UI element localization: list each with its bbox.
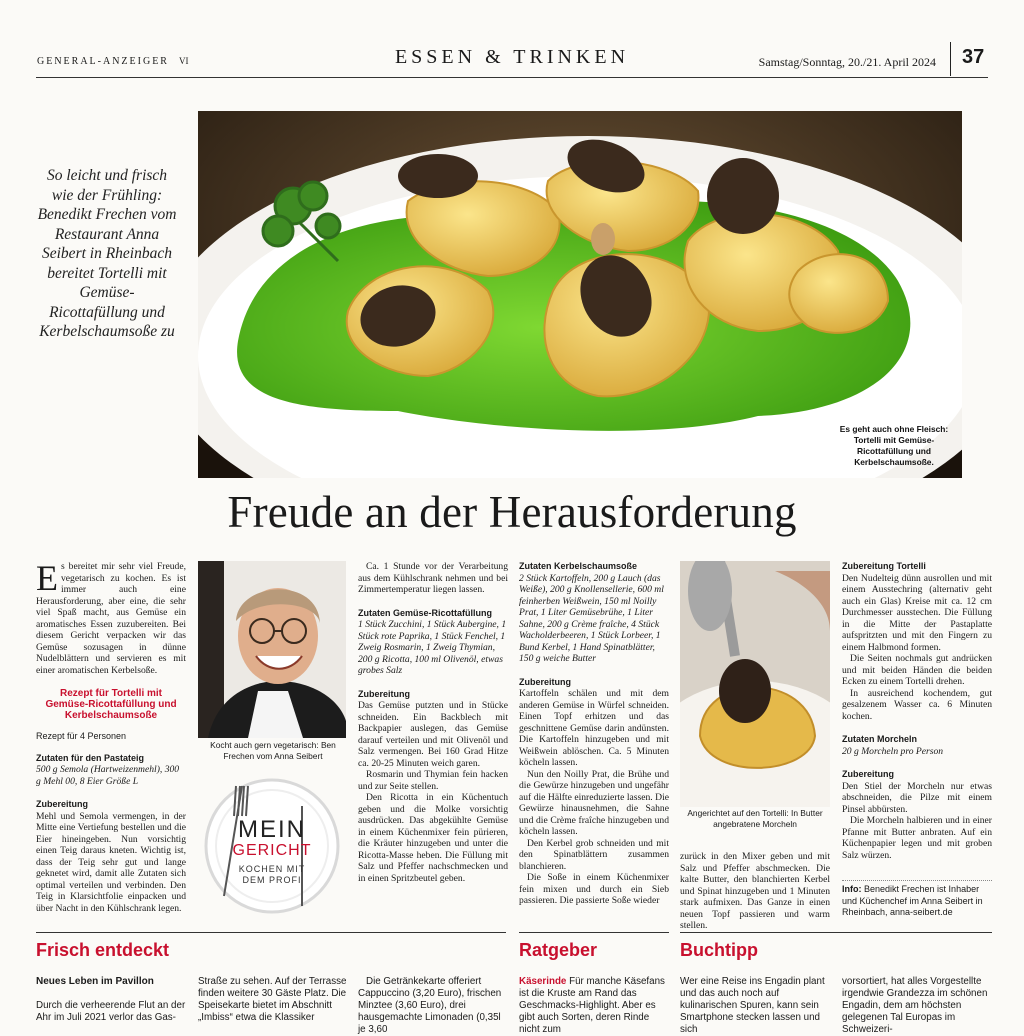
frisch-entdeckt-title: Frisch entdeckt	[36, 940, 170, 960]
info-text: Benedikt Frechen ist Inhaber und Küchenchef im Anna Seibert in Rheinbach, anna-seibert.de	[842, 884, 983, 917]
header-rule	[36, 77, 988, 78]
ricotta-prep-2: Rosmarin und Thymian fein hacken und zur Seite stellen.	[358, 769, 508, 792]
logo-line-3: KOCHEN MIT	[238, 864, 306, 874]
tortelli-1: Den Nudelteig dünn ausrollen und mit einem Ausstechring (alternativ geht auch ein Glas) Kreise mit ca. 12 cm Durchmesser ausstechen. Die Füllung in die Mitte der Pastaplatte aufspritzten und mit den Fingern zu einem Halbmond formen.	[842, 572, 992, 653]
chef-portrait	[198, 561, 346, 738]
logo-line-1: MEIN	[238, 816, 306, 843]
article-deck: So leicht und frisch wie der Frühling: Benedikt Frechen vom Restaurant Anna Seibert in Rheinbach bereitet Tortelli mit Gemüse-Ricottafüllung und Kerbelschaumsoße zu	[37, 167, 177, 340]
mein-gericht-logo	[202, 776, 342, 916]
morcheln-1: Den Stiel der Morcheln nur etwas abschneiden, die Pilze mit einem Pinsel abbürsten.	[842, 780, 992, 815]
sauce-continued: zurück in den Mixer geben und mit Salz und Pfeffer abschmecken. Die kalte Butter, den blanchierten Kerbel und Spinat hinzugeben und 1 Minuten stark aufmixen. Das Ganze in einen neuen Topf passieren und warm stellen.	[680, 851, 830, 931]
photo-caption: Es geht auch ohne Fleisch: Tortelli mit Gemüse-Ricottafüllung und Kerbelschaumsoße.	[839, 424, 949, 467]
ratgeber-text: Für manche Käsefans ist die Kruste am Rand das Geschmacks-Highlight. Aber es gibt auch Sorten, deren Rinde nicht zum	[519, 976, 665, 1035]
rest-text: Ca. 1 Stunde vor der Verarbeitung aus dem Kühlschrank nehmen und bei Zimmertemperatur liegen lassen.	[358, 561, 508, 595]
header-divider	[950, 42, 951, 76]
page-number: 37	[962, 46, 985, 68]
tortelli-2: Die Seiten nochmals gut andrücken und mit beiden Händen die beiden Ecken zu einem Tortelli drehen.	[842, 653, 992, 687]
sauce-ingredients: 2 Stück Kartoffeln, 200 g Lauch (das Weiße), 200 g Knollensellerie, 600 ml feinherben Weißwein, 150 ml Noilly Prat, 1 Liter Gemüsebrühe, 1 Liter Sahne, 200 g Crème fraîche, 4 Stück Wacholderbeeren, 1 Stück Lorbeer, 1 Bund Kerbel, 1 Hand Spinatblätter, 150 g weiche Butter	[519, 572, 664, 664]
buchtipp-text-1: Wer eine Reise ins Engadin plant und das auch noch auf kulinarischen Spuren, kann sein Smartphone stecken lassen und sich	[680, 976, 825, 1035]
frisch-subhead: Neues Leben im Pavillon	[36, 976, 154, 987]
section-title: ESSEN & TRINKEN	[394, 46, 630, 68]
frisch-text-1: Durch die verheerende Flut an der Ahr im Juli 2021 verlor das Gas-	[36, 1000, 186, 1023]
pasta-prep-heading: Zubereitung	[36, 799, 88, 809]
servings: Rezept für 4 Personen	[36, 731, 127, 741]
frisch-col-1	[36, 976, 186, 1024]
logo-line-4: DEM PROFI	[242, 875, 302, 885]
morcheln-2: Die Morcheln halbieren und in einer Pfanne mit Butter anbraten. Auf ein Küchenpapier legen und mit groben Salz würzen.	[842, 815, 992, 861]
pasta-ingredients-heading: Zutaten für den Pastateig	[36, 752, 145, 763]
morcheln-heading: Zutaten Morcheln	[842, 734, 918, 744]
column-intro	[36, 558, 186, 914]
column-tortelli	[842, 561, 992, 861]
info-box	[842, 880, 992, 919]
morel-plate-photo	[680, 561, 830, 807]
morcheln-prep-heading: Zubereitung	[842, 769, 894, 779]
column-ricotta	[358, 561, 508, 884]
portrait-caption: Kocht auch gern vegetarisch: Ben Frechen vom Anna Seibert	[210, 740, 336, 761]
buchtipp-title: Buchtipp	[680, 940, 758, 960]
info-label: Info:	[842, 884, 862, 894]
pasta-prep: Mehl und Semola vermengen, in der Mitte eine Vertiefung bestellen und die Eier hineingeben. Nun vorsichtig einen Teig daraus kneten. Wichtig ist, dass der Teig sehr gut und lange geknetet wird, damit alle Zutaten sich optimal verteilen und verbinden. Den Teig in Klarsichtfolie einpacken und über Nacht in den Kühlschrank legen.	[36, 810, 186, 914]
ricotta-prep-1: Das Gemüse putzten und in Stücke schneiden. Ein Backblech mit Backpapier auslegen, das Gemüse darauf verteilen und mit Olivenöl und Salz vermengen. Bei 160 Grad Hitze ca. 20-25 Minuten weich garen.	[358, 700, 508, 769]
morcheln-ingredients: 20 g Morcheln pro Person	[842, 745, 944, 757]
ratgeber-lead: Käserinde	[519, 976, 567, 987]
ricotta-ingredients: 1 Stück Zucchini, 1 Stück Aubergine, 1 Stück rote Paprika, 1 Stück Fenchel, 1 Zweig Rosmarin, 1 Zweig Thymian, 200 g Ricotta, 100 ml Olivenöl, etwas grobes Salz	[358, 619, 507, 676]
headline: Freude an der Herausforderung	[227, 487, 797, 537]
logo-line-2: GERICHT	[232, 842, 312, 859]
frisch-text-3: Die Getränkekarte offeriert Cappuccino (3,20 Euro), frischen Minztee (3,60 Euro), drei hausgemachte Limonaden (0,35l je 3,60	[358, 976, 502, 1035]
ratgeber-title: Ratgeber	[519, 940, 598, 960]
sauce-prep-3: Den Kerbel grob schneiden und mit den Spinatblättern zusammen blanchieren.	[519, 837, 669, 872]
plate-caption: Angerichtet auf den Tortelli: In Butter angebratene Morcheln	[687, 808, 823, 829]
ratgeber-col	[519, 976, 669, 1036]
issue-date: Samstag/Sonntag, 20./21. April 2024	[758, 55, 936, 69]
bottom-rule-2	[519, 932, 669, 933]
buchtipp-col-1	[680, 976, 830, 1036]
buchtipp-col-2	[842, 976, 992, 1036]
sauce-heading: Zutaten Kerbelschaumsoße	[519, 561, 638, 571]
ricotta-prep-heading: Zubereitung	[358, 688, 410, 699]
tortelli-3: In ausreichend kochendem, gut gesalzenem Wasser ca. 6 Minuten kochen.	[842, 687, 992, 722]
bottom-rule-1	[36, 932, 506, 933]
frisch-text-2: Straße zu sehen. Auf der Terrasse finden weitere 30 Gäste Platz. Die Speisekarte bietet im Abschnitt „Imbiss“ etwa die Klassiker	[198, 976, 347, 1023]
sauce-prep-2: Nun den Noilly Prat, die Brühe und die Gewürze hinzugeben und ungefähr auf die Hälfte einreduzierte lassen. Die Gewürze hinausnehmen, die Sahne und die Crème fraîche hinzugeben und köcheln lassen.	[519, 768, 669, 837]
column-sauce-continued	[680, 851, 830, 932]
paper-name-text: GENERAL-ANZEIGER	[37, 56, 169, 67]
frisch-col-3	[358, 976, 508, 1036]
sauce-prep-4: Die Soße in einem Küchenmixer fein mixen und durch ein Sieb passieren. Die passierte Soße wieder	[519, 872, 669, 906]
recipe-title: Rezept für Tortelli mit Gemüse-Ricottafüllung und Kerbelschaumsoße	[45, 688, 177, 721]
buchtipp-text-2: vorsortiert, hat alles Vorgestellte irgendwie Grandezza im schönen Engadin, dem am höchsten gelegenen Tal Europas im Schweizeri-	[842, 976, 988, 1035]
sauce-prep-1: Kartoffeln schälen und mit dem anderen Gemüse in Würfel schneiden. Einen Topf erhitzen und das geschnittene Gemüse darin andünsten. Die Kartoffeln hinzugeben und mit Weißwein ablöschen. Ca. 5 Minuten köcheln lassen.	[519, 688, 669, 768]
drop-cap: E	[36, 558, 58, 598]
ricotta-prep-3: Den Ricotta in ein Küchentuch geben und die Molke vorsichtig ausdrücken. Das abgekühlte Gemüse in einem Küchenmixer fein pürieren, die Kräuter hinzugeben und unter die Ricotta-Masse heben. Die Füllung mit Salz und Pfeffer nachschmecken und in einen Spritzbeutel geben.	[358, 792, 508, 884]
column-sauce	[519, 561, 669, 907]
page-code: VI	[178, 56, 189, 66]
tortelli-heading: Zubereitung Tortelli	[842, 561, 926, 571]
pasta-ingredients: 500 g Semola (Hartweizenmehl), 300 g Mehl 00, 8 Eier Größe L	[36, 764, 180, 787]
bottom-rule-3	[680, 932, 992, 933]
frisch-col-2	[198, 976, 348, 1024]
ricotta-heading: Zutaten Gemüse-Ricottafüllung	[358, 607, 493, 618]
sauce-prep-heading: Zubereitung	[519, 676, 571, 687]
intro-text: s bereitet mir sehr viel Freude, vegetarisch zu kochen. Es ist immer auch eine Herausforderung, aber eine, die sehr viel Spaß macht, aus Gemüse ein aromatisches Essen zuzubereiten. Bei diesem Gericht verpacken wir das Gemüse sozusagen in dünne Nudelblättern und servieren es mit einer aromatischen Kerbelsoße.	[36, 561, 186, 676]
main-food-photo	[198, 111, 962, 478]
